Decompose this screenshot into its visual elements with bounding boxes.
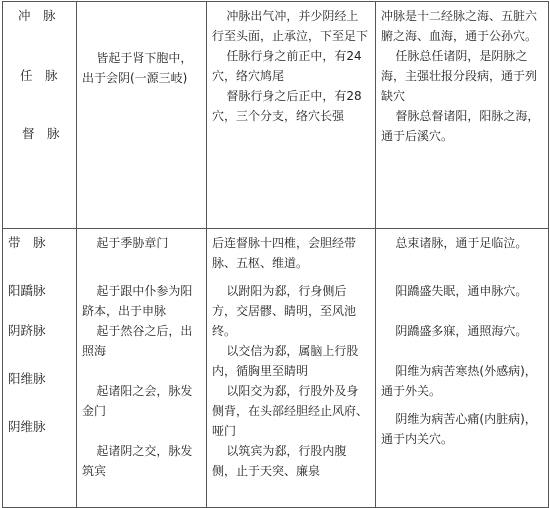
function-yangqiao: 阳蹻盛失眠，通申脉穴。 (395, 284, 528, 298)
origin-yinwei: 起诸阴之交，脉发筑宾 (82, 444, 193, 478)
function-yinwei: 阴维为病苦心痛(内脏病)，通于内关穴。 (381, 412, 537, 446)
extraordinary-meridians-table (2, 1, 549, 508)
meridian-name-ren: 任 脉 (20, 68, 58, 83)
function-cell-lower (376, 229, 549, 508)
meridian-names-cell (3, 2, 77, 229)
table-row-dai-qiao-wei (3, 229, 549, 508)
meridian-names-cell-lower (3, 229, 77, 508)
meridian-name-chong: 冲 脉 (18, 8, 56, 23)
meridian-name-yangwei: 阳维脉 (8, 371, 46, 386)
origin-cell (77, 2, 207, 229)
origin-yangwei: 起诸阳之会，脉发金门 (82, 384, 193, 418)
course-yinwei: 以筑宾为郄，行股内腹侧，止于天突、廉泉 (212, 444, 347, 478)
origin-yinqiao: 起于然谷之后，出照海 (82, 324, 193, 358)
function-dai: 总束诸脉，通于足临泣。 (395, 236, 528, 250)
course-dai: 后连督脉十四椎，会胆经带脉、五枢、维道。 (212, 236, 357, 270)
course-du: 督脉行身之后正中，有28穴，三个分支，络穴长强 (212, 89, 362, 123)
table-row-chong-ren-du (3, 2, 549, 229)
function-yinqiao: 阴蹻盛多寐，通照海穴。 (395, 324, 528, 338)
function-ren: 任脉总任诸阴，是阴脉之海，主强壮报分段病，通于列缺穴 (381, 49, 538, 103)
function-chong: 冲脉是十二经脉之海、五脏六腑之海、血海，通于公孙穴。 (381, 9, 538, 43)
course-chong: 冲脉出气冲，并少阴经上行至头面，止承泣，下至足下 (212, 9, 369, 43)
course-cell (207, 2, 376, 229)
meridian-name-yinwei: 阴维脉 (8, 419, 46, 434)
course-yinqiao: 以交信为郄，属脑上行股内，循胸里至睛明 (212, 344, 359, 378)
course-ren: 任脉行身之前正中，有24穴，络穴鸠尾 (212, 49, 362, 83)
function-cell (376, 2, 549, 229)
origin-yangqiao: 起于跟中仆参为阳跻本，出于申脉 (82, 284, 193, 318)
meridian-name-yangqiao: 阳蹻脉 (8, 283, 46, 298)
origin-text: 皆起于肾下胞中，出于会阴(一源三岐) (82, 51, 193, 85)
meridian-name-dai: 带 脉 (8, 235, 46, 250)
course-yangwei: 以阳交为郄，行股外及身侧背，在头部经胆经止风府、哑门 (212, 384, 369, 438)
meridian-name-du: 督 脉 (22, 126, 60, 141)
course-cell-lower (207, 229, 376, 508)
origin-dai: 起于季胁章门 (96, 236, 169, 250)
meridian-name-yinqiao: 阴跻脉 (8, 323, 46, 338)
origin-cell-lower (77, 229, 207, 508)
course-yangqiao: 以跗阳为郄，行身侧后方，交居髎、睛明，至风池终。 (212, 284, 357, 338)
function-du: 督脉总督诸阳，阳脉之海，通于后溪穴。 (381, 109, 540, 143)
function-yangwei: 阳维为病苦寒热(外感病)，通于外关。 (381, 364, 537, 398)
